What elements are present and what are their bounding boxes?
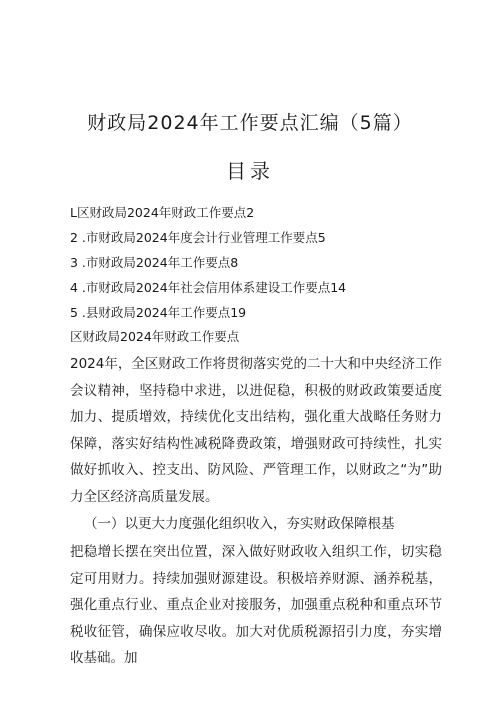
document-title: 财政局2024年工作要点汇编（5篇） — [87, 112, 413, 134]
section-subheading: （一）以更大力度强化组织收入，夯实财政保障根基 — [84, 516, 395, 532]
toc-item: 3 .市财政局2024年工作要点8 — [70, 255, 239, 270]
body-paragraph: 2024年，全区财政工作将贯彻落实党的二十大和中央经济工作会议精神，坚持稳中求进，以进促稳，积极的财政政策要适度加力、提质增效，持续优化支出结构，强化重大战略任务财力保障，落实好结构性减税降费政策，增强财政可持续性，扎实做好抓收入、控支出、防风险、严管理工作，以财政之“为”助力全区经济高质量发展。 — [70, 356, 442, 505]
toc-item: L区财政局2024年财政工作要点2 — [70, 205, 255, 220]
section-title: 区财政局2024年财政工作要点 — [70, 329, 240, 344]
toc-item: 4 .市财政局2024年社会信用体系建设工作要点14 — [70, 280, 347, 295]
table-of-contents — [70, 200, 346, 325]
toc-item: 2 .市财政局2024年度会计行业管理工作要点5 — [70, 230, 326, 245]
body-paragraph: 把稳增长摆在突出位置，深入做好财政收入组织工作，切实稳定可用财力。持续加强财源建设。积极培养财源、涵养税基，强化重点行业、重点企业对接服务，加强重点税种和重点环节税收征管，确保应收尽收。加大对优质税源招引力度，夯实增收基础。加 — [70, 544, 442, 666]
toc-item: 5 .县财政局2024年工作要点19 — [70, 305, 247, 320]
toc-heading: 目录 — [226, 159, 274, 183]
